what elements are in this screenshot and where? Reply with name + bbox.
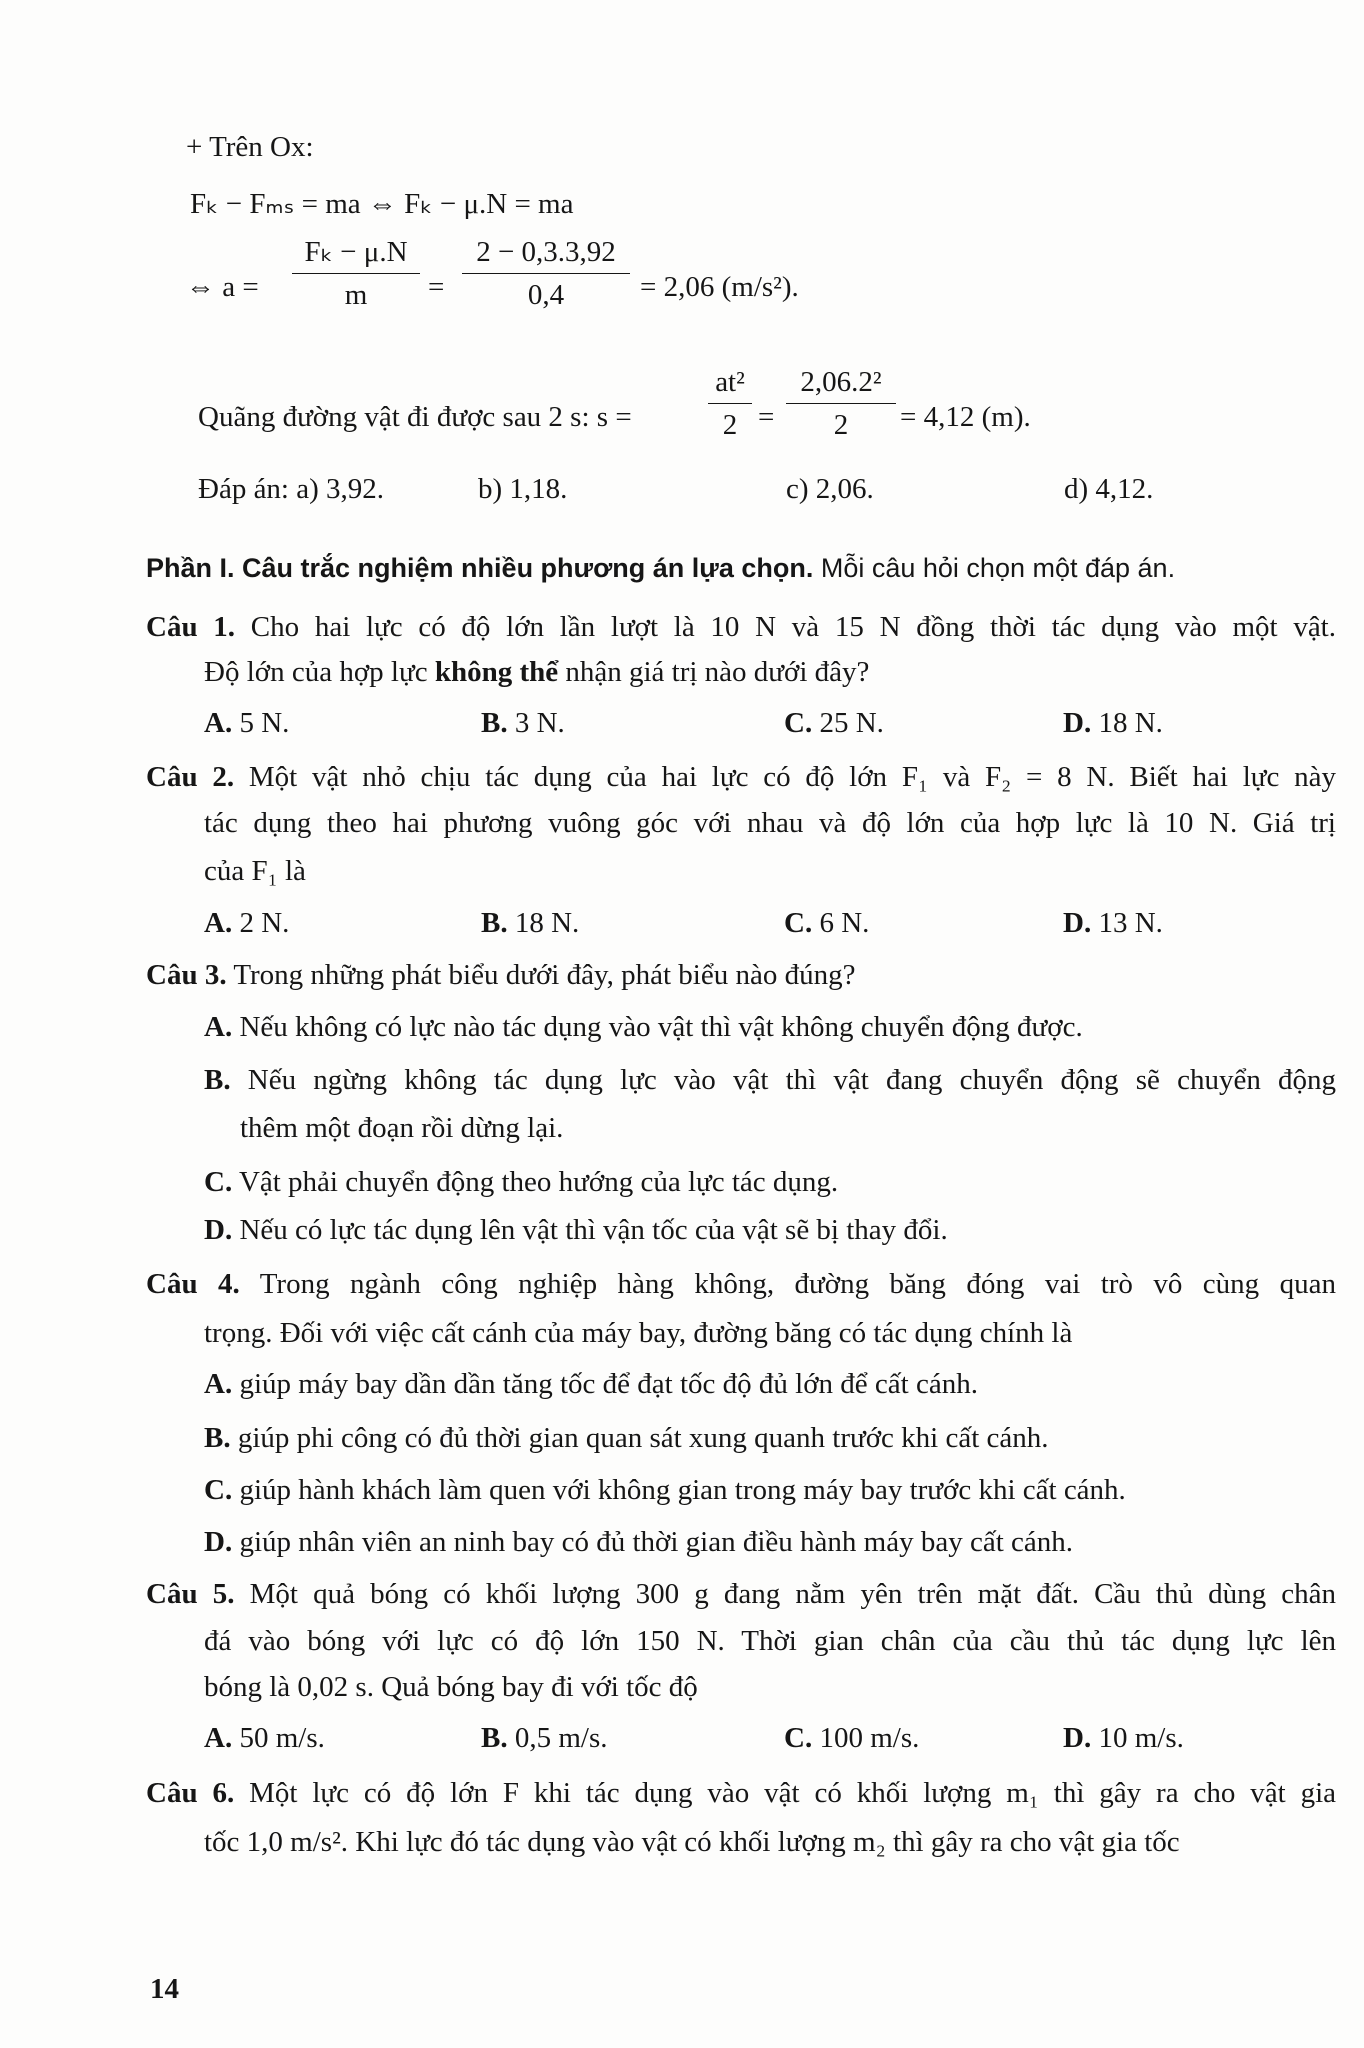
option-letter: B.	[481, 907, 508, 939]
denominator: 2	[833, 409, 849, 441]
question-line	[204, 1316, 1072, 1350]
option-text: Vật phải chuyển động theo hướng của lực tác dụng.	[238, 1166, 839, 1198]
option-text: Nếu không có lực nào tác dụng vào vật thì vật không chuyển động được.	[239, 1011, 1083, 1043]
option-text: 18 N.	[1098, 707, 1163, 739]
option-text: giúp hành khách làm quen với không gian trong máy bay trước khi cất cánh.	[239, 1474, 1126, 1506]
question-line	[204, 1670, 698, 1704]
option-text: 100 m/s.	[819, 1722, 920, 1754]
distance-label: Quãng đường vật đi được sau 2 s: s =	[198, 401, 632, 433]
answer-option	[784, 706, 884, 740]
option-letter: B.	[204, 1422, 231, 1454]
question-number: Câu 3.	[146, 959, 227, 991]
answer-b: b) 1,18.	[478, 473, 568, 505]
option-letter: C.	[784, 907, 813, 939]
answer-option	[481, 906, 579, 940]
question-text: Trong ngành công nghiệp hàng không, đường băng đóng vai trò vô cùng quan	[259, 1268, 1336, 1300]
denominator: 2	[722, 409, 738, 441]
answer-option	[784, 1721, 919, 1755]
option-letter: D.	[1063, 907, 1092, 939]
fraction-accel-2	[462, 235, 630, 312]
question-line	[204, 806, 1336, 840]
question-number: Câu 4.	[146, 1268, 240, 1300]
option-letter: C.	[784, 707, 813, 739]
option-text: giúp nhân viên an ninh bay có đủ thời gian điều hành máy bay cất cánh.	[239, 1526, 1074, 1558]
option-letter: A.	[204, 1011, 233, 1043]
question-text: Một vật nhỏ chịu tác dụng của hai lực có độ lớn F₁ và F₂ = 8 N. Biết hai lực này	[248, 761, 1336, 793]
question-number: Câu 2.	[146, 761, 235, 793]
question-text: bóng là 0,02 s. Quả bóng bay đi với tốc độ	[204, 1671, 698, 1703]
answer-option	[204, 1421, 1049, 1455]
option-letter: D.	[1063, 707, 1092, 739]
denominator: 0,4	[527, 279, 565, 311]
distance-result: = 4,12 (m).	[900, 401, 1031, 433]
option-letter: A.	[204, 1368, 233, 1400]
answer-option-continued	[240, 1111, 563, 1145]
accel-result: = 2,06 (m/s²).	[640, 271, 799, 303]
question-text: của F₁ là	[204, 855, 306, 887]
answer-option	[204, 706, 289, 740]
equation-newton: Fₖ − Fₘₛ = ma ⇔ Fₖ − μ.N = ma	[190, 188, 574, 220]
option-letter: D.	[204, 1214, 233, 1246]
option-letter: C.	[204, 1474, 233, 1506]
question-text: Một lực có độ lớn F khi tác dụng vào vật có khối lượng m₁ thì gây ra cho vật gia	[249, 1777, 1336, 1809]
question-text: đá vào bóng với lực có độ lớn 150 N. Thời gian chân của cầu thủ tác dụng lực lên	[204, 1625, 1336, 1657]
answer-option	[204, 1063, 1336, 1097]
question-line	[146, 1267, 1336, 1301]
question-number: Câu 1.	[146, 611, 236, 643]
denominator: m	[344, 279, 368, 311]
fraction-distance-1	[708, 365, 752, 442]
option-text: 2 N.	[239, 907, 290, 939]
answer-option	[1063, 706, 1163, 740]
equals: =	[428, 271, 445, 303]
option-text: 13 N.	[1098, 907, 1163, 939]
answer-option	[204, 1165, 838, 1199]
answer-option	[204, 906, 289, 940]
option-letter: D.	[1063, 1722, 1092, 1754]
option-letter: A.	[204, 907, 233, 939]
question-text: Một quả bóng có khối lượng 300 g đang nằm yên trên mặt đất. Cầu thủ dùng chân	[249, 1578, 1336, 1610]
question-text: nhận giá trị nào dưới đây?	[558, 656, 870, 688]
option-text: 18 N.	[514, 907, 580, 939]
question-text: tốc 1,0 m/s². Khi lực đó tác dụng vào vật có khối lượng m₂ thì gây ra cho vật gia tốc	[204, 1826, 1180, 1858]
option-letter: D.	[204, 1526, 233, 1558]
option-text: Nếu có lực tác dụng lên vật thì vận tốc của vật sẽ bị thay đổi.	[239, 1214, 948, 1246]
answer-option	[204, 1525, 1073, 1559]
question-number: Câu 5.	[146, 1578, 235, 1610]
option-text: 10 m/s.	[1098, 1722, 1184, 1754]
question-text: Trong những phát biểu dưới đây, phát biểu nào đúng?	[233, 959, 856, 991]
numerator: 2 − 0,3.3,92	[476, 236, 616, 268]
answer-c: c) 2,06.	[786, 473, 874, 505]
question-line	[146, 1776, 1336, 1810]
answer-option	[481, 1721, 608, 1755]
option-text: 3 N.	[514, 707, 565, 739]
question-line	[204, 1825, 1180, 1859]
equation-accel-prefix: ⇔ a =	[186, 271, 259, 303]
question-text: trọng. Đối với việc cất cánh của máy bay, đường băng có tác dụng chính là	[204, 1317, 1073, 1349]
option-letter: C.	[784, 1722, 813, 1754]
answer-option	[204, 1213, 948, 1247]
answer-option	[1063, 1721, 1184, 1755]
answer-option	[204, 1721, 325, 1755]
answer-option	[204, 1367, 978, 1401]
option-letter: A.	[204, 1722, 233, 1754]
section-instruction: Mỗi câu hỏi chọn một đáp án.	[813, 553, 1176, 583]
option-text: giúp phi công có đủ thời gian quan sát xung quanh trước khi cất cánh.	[237, 1422, 1049, 1454]
option-text: Nếu ngừng không tác dụng lực vào vật thì vật đang chuyển động sẽ chuyển động	[247, 1064, 1337, 1096]
option-text: 6 N.	[819, 907, 870, 939]
question-text: tác dụng theo hai phương vuông góc với nhau và độ lớn của hợp lực là 10 N. Giá trị	[204, 807, 1336, 839]
option-text: 50 m/s.	[239, 1722, 325, 1754]
question-text: Độ lớn của hợp lực	[204, 656, 435, 688]
answer-a: Đáp án: a) 3,92.	[198, 473, 385, 505]
numerator: 2,06.2²	[800, 366, 882, 398]
question-line	[146, 610, 1336, 644]
section-title: Phần I. Câu trắc nghiệm nhiều phương án lựa chọn.	[146, 553, 814, 583]
question-line	[146, 958, 855, 992]
fraction-accel-1	[292, 235, 420, 312]
question-line	[204, 854, 306, 888]
answer-option	[481, 706, 565, 740]
answer-option	[1063, 906, 1163, 940]
option-text: 0,5 m/s.	[514, 1722, 608, 1754]
section-heading	[146, 551, 1175, 585]
question-line	[146, 1577, 1336, 1611]
question-line	[204, 1624, 1336, 1658]
answer-option	[784, 906, 869, 940]
page-number: 14	[150, 1973, 179, 2005]
option-text: 5 N.	[239, 707, 290, 739]
option-letter: B.	[481, 707, 508, 739]
answer-option	[204, 1010, 1083, 1044]
question-text: Cho hai lực có độ lớn lần lượt là 10 N và 15 N đồng thời tác dụng vào một vật.	[250, 611, 1336, 643]
numerator: at²	[715, 366, 745, 398]
answer-option	[204, 1473, 1126, 1507]
option-text: 25 N.	[819, 707, 884, 739]
answer-d: d) 4,12.	[1064, 473, 1154, 505]
option-text: giúp máy bay dần dần tăng tốc để đạt tốc độ đủ lớn để cất cánh.	[239, 1368, 978, 1400]
question-line	[146, 760, 1336, 794]
emphasis: không thể	[434, 656, 559, 688]
option-letter: B.	[481, 1722, 508, 1754]
option-letter: B.	[204, 1064, 231, 1096]
question-line	[204, 655, 869, 689]
option-letter: C.	[204, 1166, 233, 1198]
equals: =	[758, 401, 775, 433]
option-letter: A.	[204, 707, 233, 739]
fraction-distance-2	[786, 365, 896, 442]
question-number: Câu 6.	[146, 1777, 235, 1809]
option-text: thêm một đoạn rồi dừng lại.	[240, 1112, 564, 1144]
solution-heading: + Trên Ox:	[186, 131, 314, 163]
numerator: Fₖ − μ.N	[304, 236, 408, 268]
